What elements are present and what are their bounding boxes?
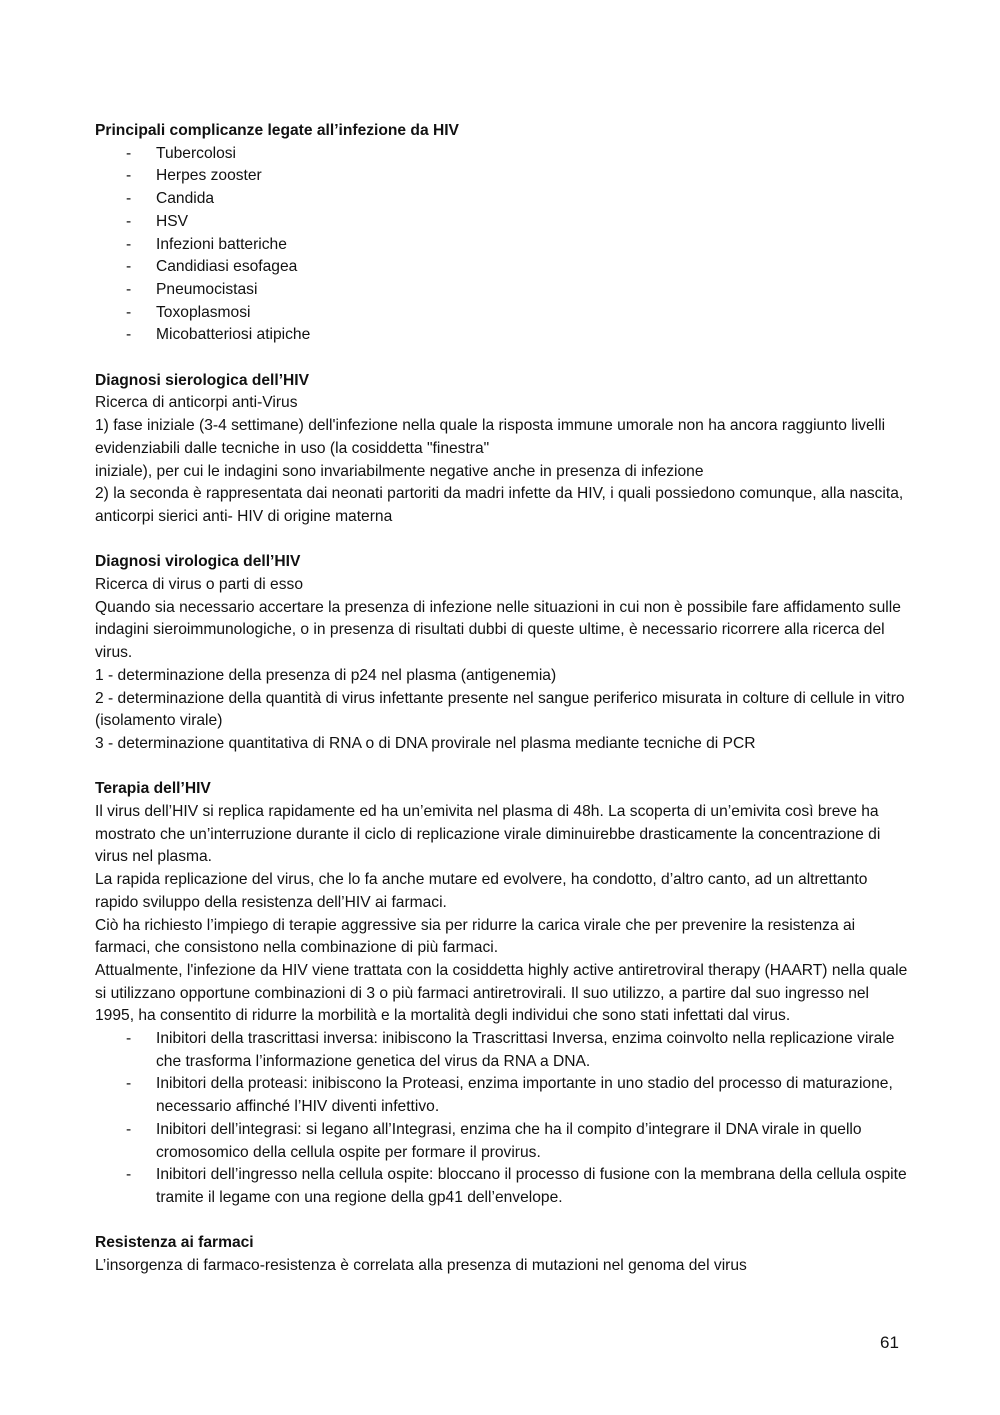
paragraph: iniziale), per cui le indagini sono invariabilmente negative anche in presenza di infezione — [95, 462, 704, 480]
bullet-list — [95, 1028, 910, 1210]
paragraph: Ricerca di virus o parti di esso — [95, 576, 303, 594]
paragraph: 1) fase iniziale (3-4 settimane) dell'infezione nella quale la risposta immune umorale non ha ancora raggiunto livelli evidenziabili dalle tecniche in uso (la cosiddetta "finestra" — [95, 417, 886, 457]
list-marker: - — [126, 190, 132, 208]
list-item — [95, 1028, 910, 1073]
paragraph: Quando sia necessario accertare la presenza di infezione nelle situazioni in cui non è possibile fare affidamento sulle indagini sieroimmunologiche, o in presenza di risultati dubbi di queste ultime, è necessario ricorrere alla ricerca del virus. — [95, 598, 901, 662]
list-item — [95, 1164, 910, 1209]
list-item-text: Candida — [156, 190, 215, 208]
paragraph: L’insorgenza di farmaco-resistenza è correlata alla presenza di mutazioni nel genoma del virus — [95, 1257, 747, 1275]
list-item — [95, 302, 910, 325]
section — [95, 370, 910, 529]
paragraph: Ciò ha richiesto l’impiego di terapie aggressive sia per ridurre la carica virale che per prevenire la resistenza ai farmaci, che consistono nella combinazione di più farmaci. — [95, 916, 856, 957]
list-item — [95, 234, 910, 257]
list-item-text: Herpes zooster — [156, 167, 262, 185]
list-marker: - — [126, 280, 132, 298]
paragraph: 1 - determinazione della presenza di p24 nel plasma (antigenemia) — [95, 666, 557, 684]
section-title: Terapia dell’HIV — [95, 780, 211, 798]
section — [95, 778, 910, 1209]
section-title: Principali complicanze legate all’infezione da HIV — [95, 122, 459, 139]
list-item — [95, 1073, 910, 1118]
list-item-text: Infezioni batteriche — [156, 235, 287, 253]
list-item-text: Inibitori della proteasi: inibiscono la Proteasi, enzima importante in uno stadio del processo di maturazione, necessario affinché l’HIV diventi infettivo. — [156, 1075, 893, 1116]
list-marker: - — [126, 258, 132, 276]
document-body — [95, 120, 910, 1278]
paragraph: Attualmente, l'infezione da HIV viene trattata con la cosiddetta highly active antiretroviral therapy (HAART) nella quale si utilizzano opportune combinazioni di 3 o più farmaci antiretrovirali. Il suo utilizzo, a partire dal suo ingresso nel 1995, ha consentito di ridurre la morbilità e la mortalità degli individui che sono stati infettati dal virus. — [95, 961, 908, 1025]
paragraph: 2) la seconda è rappresentata dai neonati partoriti da madri infette da HIV, i quali possiedono comunque, alla nascita, anticorpi sierici anti- HIV di origine materna — [95, 485, 904, 525]
list-item-text: Inibitori dell’integrasi: si legano all’Integrasi, enzima che ha il compito d’integrare il DNA virale in quello cromosomico della cellula ospite per formare il provirus. — [156, 1120, 862, 1161]
list-marker: - — [126, 1120, 132, 1138]
list-item-text: Inibitori della trascrittasi inversa: inibiscono la Trascrittasi Inversa, enzima coinvolto nella replicazione virale che trasforma l’informazione genetica del virus da RNA a DNA. — [156, 1030, 895, 1070]
list-marker: - — [126, 303, 132, 321]
list-marker: - — [126, 1030, 132, 1048]
list-marker: - — [126, 144, 132, 162]
list-item-text: Pneumocistasi — [156, 280, 258, 298]
list-item-text: Toxoplasmosi — [156, 303, 251, 321]
list-item — [95, 143, 910, 166]
paragraph: Ricerca di anticorpi anti-Virus — [95, 394, 298, 412]
paragraph: Il virus dell’HIV si replica rapidamente ed ha un’emivita nel plasma di 48h. La scoperta di un’emivita così breve ha mostrato che un’interruzione durante il ciclo di replicazione virale diminuirebbe drasticamente la concentrazione di virus nel plasma. — [95, 803, 881, 866]
list-item-text: HSV — [156, 212, 189, 230]
list-item — [95, 211, 910, 234]
section-title: Diagnosi sierologica dell’HIV — [95, 371, 310, 389]
list-marker: - — [126, 1075, 132, 1093]
list-item — [95, 324, 910, 347]
section-spacer — [95, 1210, 910, 1233]
list-item — [95, 279, 910, 302]
list-item — [95, 188, 910, 211]
list-item-text: Inibitori dell’ingresso nella cellula ospite: bloccano il processo di fusione con la membrana della cellula ospite tramite il legame con una regione della gp41 dell’envelope. — [156, 1166, 907, 1206]
list-marker: - — [126, 235, 132, 253]
section-title: Resistenza ai farmaci — [95, 1234, 254, 1252]
section — [95, 1232, 910, 1277]
list-marker: - — [126, 167, 132, 185]
list-item — [95, 165, 910, 188]
paragraph: La rapida replicazione del virus, che lo fa anche mutare ed evolvere, ha condotto, d’altro canto, ad un altrettanto rapido sviluppo della resistenza dell’HIV ai farmaci. — [95, 871, 868, 911]
section — [95, 551, 910, 755]
section-spacer — [95, 756, 910, 779]
paragraph: 3 - determinazione quantitativa di RNA o di DNA provirale nel plasma mediante tecniche di PCR — [95, 734, 756, 752]
section-spacer — [95, 529, 910, 552]
section-spacer — [95, 347, 910, 370]
list-item — [95, 256, 910, 279]
list-item-text: Candidiasi esofagea — [156, 258, 298, 276]
list-marker: - — [126, 1166, 132, 1184]
list-item — [95, 1119, 910, 1164]
page-number: 61 — [880, 1333, 899, 1352]
list-marker: - — [126, 326, 132, 344]
section — [95, 120, 910, 347]
paragraph: 2 - determinazione della quantità di virus infettante presente nel sangue periferico misurata in colture di cellule in vitro (isolamento virale) — [95, 689, 905, 730]
list-item-text: Tubercolosi — [156, 144, 237, 162]
bullet-list — [95, 143, 910, 347]
section-title: Diagnosi virologica dell’HIV — [95, 553, 301, 571]
list-marker: - — [126, 212, 132, 230]
list-item-text: Micobatteriosi atipiche — [156, 326, 311, 344]
